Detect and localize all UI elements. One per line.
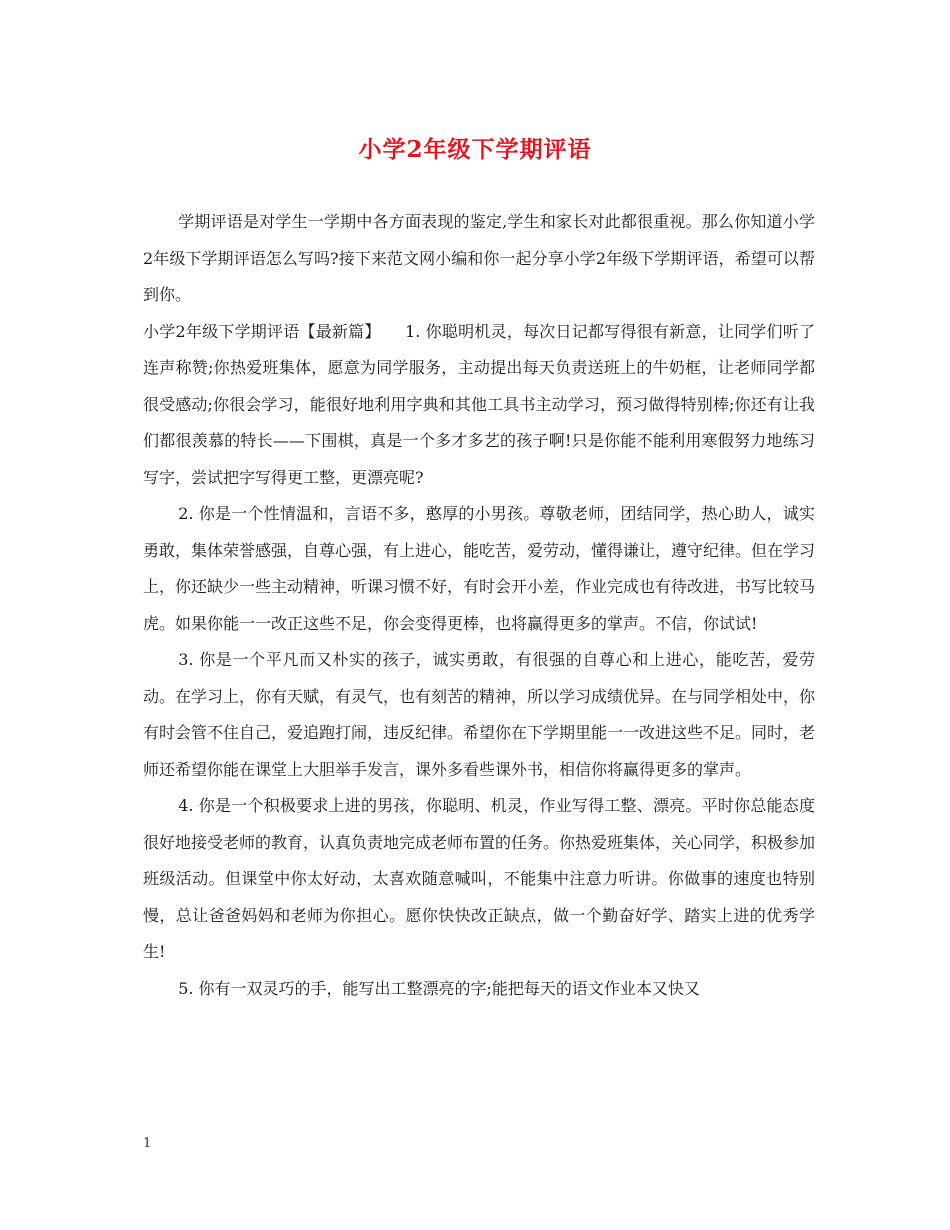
comment-paragraph-2: 2. 你是一个性情温和，言语不多，憨厚的小男孩。尊敬老师，团结同学，热心助人，诚实勇敢，集体荣誉感强，自尊心强，有上进心，能吃苦，爱劳动，懂得谦让，遵守纪律。但在学习上，你还缺少一些主动精神，听课习惯不好，有时会开小差，作业完成也有待改进，书写比较马虎。如果你能一一改正这些不足，你会变得更棒，也将赢得更多的掌声。不信，你试试! xyxy=(143,504,816,633)
intro-paragraph: 学期评语是对学生一学期中各方面表现的鉴定,学生和家长对此都很重视。那么你知道小学2年级下学期评语怎么写吗?接下来范文网小编和你一起分享小学2年级下学期评语，希望可以帮到你。 xyxy=(143,212,815,304)
comment-paragraph-5: 5. 你有一双灵巧的手，能写出工整漂亮的字;能把每天的语文作业本又快又 xyxy=(178,978,700,998)
comment-paragraph-3: 3. 你是一个平凡而又朴实的孩子，诚实勇敢，有很强的自尊心和上进心，能吃苦，爱劳动。在学习上，你有天赋，有灵气，也有刻苦的精神，所以学习成绩优异。在与同学相处中，你有时会管不住自己，爱追跑打闹，违反纪律。希望你在下学期里能一一改进这些不足。同时，老师还希望你能在课堂上大胆举手发言，课外多看些课外书，相信你将赢得更多的掌声。 xyxy=(143,650,816,779)
page-number: 1 xyxy=(143,1136,152,1151)
document-title: 小学2年级下学期评语 xyxy=(358,136,592,163)
document-body xyxy=(143,204,815,1007)
comment-paragraph-4: 4. 你是一个积极要求上进的男孩，你聪明、机灵，作业写得工整、漂亮。平时你总能态度很好地接受老师的教育，认真负责地完成老师布置的任务。你热爱班集体，关心同学，积极参加班级活动。但课堂中你太好动，太喜欢随意喊叫，不能集中注意力听讲。你做事的速度也特别慢，总让爸爸妈妈和老师为你担心。愿你快快改正缺点，做一个勤奋好学、踏实上进的优秀学生! xyxy=(143,796,816,961)
comment-paragraph-1: 小学2年级下学期评语【最新篇】 1. 你聪明机灵，每次日记都写得很有新意，让同学们听了连声称赞;你热爱班集体，愿意为同学服务，主动提出每天负责送班上的牛奶框，让老师同学都很受感动;你很会学习，能很好地利用字典和其他工具书主动学习，预习做得特别棒;你还有让我们都很羡慕的特长——下围棋，真是一个多才多艺的孩子啊!只是你能不能利用寒假努力地练习写字，尝试把字写得更工整，更漂亮呢? xyxy=(143,321,815,487)
